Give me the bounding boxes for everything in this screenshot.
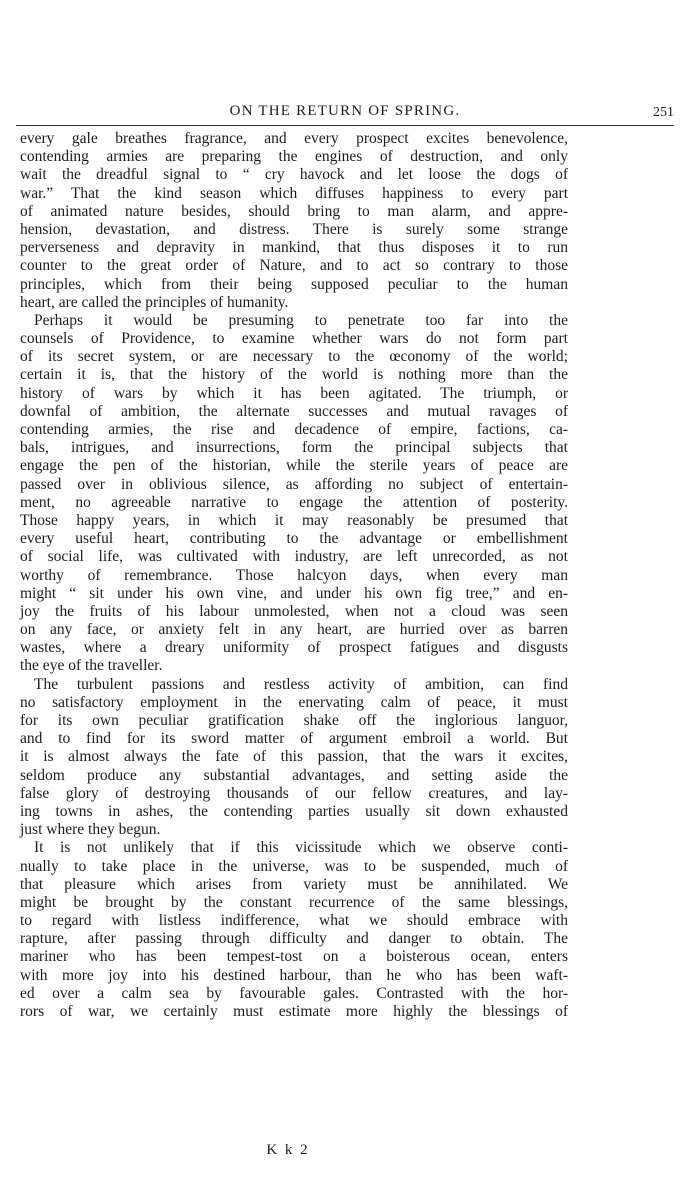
text-line: every useful heart, contributing to the advantage or embellishment [20,530,568,548]
header-rule [16,125,674,126]
text-line: of its secret system, or are necessary to the œconomy of the world; [20,348,568,366]
text-line: heart, are called the principles of humanity. [20,293,289,311]
text-line: wait the dreadful signal to “ cry havock and let loose the dogs of [20,166,568,184]
running-title: ON THE RETURN OF SPRING. [229,103,461,119]
text-line: it is almost always the fate of this passion, that the wars it excites, [20,748,568,766]
text-line: war.” That the kind season which diffuses happiness to every part [20,184,568,202]
text-line: of animated nature besides, should bring to man alarm, and appre- [20,202,568,220]
text-line: might be brought by the constant recurrence of the same blessings, [20,893,568,911]
text-line: downfal of ambition, the alternate successes and mutual ravages of [20,402,568,420]
text-line: ment, no agreeable narrative to engage the attention of posterity. [20,493,568,511]
text-line: to regard with listless indifference, what we should embrace with [20,912,568,930]
text-line: certain it is, that the history of the world is nothing more than the [20,366,568,384]
text-line: mariner who has been tempest-tost on a boisterous ocean, enters [20,948,568,966]
running-head [16,103,674,125]
text-line: seldom produce any substantial advantages, and setting aside the [20,766,568,784]
text-line: just where they begun. [20,821,161,839]
text-line: on any face, or anxiety felt in any heart, are hurried over as barren [20,621,568,639]
text-line: the eye of the traveller. [20,657,163,675]
text-line: engage the pen of the historian, while the sterile years of peace are [20,457,568,475]
text-line: Those happy years, in which it may reasonably be presumed that [20,511,568,529]
text-line: rors of war, we certainly must estimate more highly the blessings of [20,1003,568,1020]
body-text [20,130,568,1021]
text-line: counsels of Providence, to examine whether wars do not form part [20,330,568,348]
text-line: false glory of destroying thousands of our fellow creatures, and lay- [20,784,568,802]
text-line: ed over a calm sea by favourable gales. Contrasted with the hor- [20,984,568,1002]
text-line: worthy of remembrance. Those halcyon days, when every man [20,566,568,584]
text-line: every gale breathes fragrance, and every prospect excites benevolence, [20,130,568,147]
text-line: The turbulent passions and restless activity of ambition, can find [34,675,568,693]
text-line: ing towns in ashes, the contending parties usually sit down exhausted [20,802,568,820]
text-line: nually to take place in the universe, was to be suspended, much of [20,857,568,875]
text-line: might “ sit under his own vine, and under his own fig tree,” and en- [20,584,568,602]
text-line: wastes, where a dreary uniformity of prospect fatigues and disgusts [20,639,568,657]
text-line: with more joy into his destined harbour, than he who has been waft- [20,966,568,984]
text-line: rapture, after passing through difficulty and danger to obtain. The [20,930,568,948]
text-line: contending armies are preparing the engines of destruction, and only [20,148,568,166]
text-line: contending armies, the rise and decadence of empire, factions, ca- [20,421,568,438]
text-line: bals, intrigues, and insurrections, form the principal subjects that [20,439,568,457]
text-line: of social life, was cultivated with industry, are left unrecorded, as not [20,548,568,566]
text-line: passed over in oblivious silence, as affording no subject of entertain- [20,475,568,493]
text-line: principles, which from their being supposed peculiar to the human [20,275,568,293]
text-line: perverseness and depravity in mankind, that thus disposes it to run [20,239,568,257]
text-line: joy the fruits of his labour unmolested, when not a cloud was seen [20,602,568,620]
text-line: for its own peculiar gratification shake off the inglorious languor, [20,712,568,729]
text-line: that pleasure which arises from variety must be annihilated. We [20,875,568,893]
page-number: 251 [653,105,674,120]
text-line: hension, devastation, and distress. There is surely some strange [20,220,568,238]
text-line: no satisfactory employment in the enervating calm of peace, it must [20,693,568,711]
text-line: counter to the great order of Nature, and to act so contrary to those [20,257,568,275]
text-line: It is not unlikely that if this vicissitude which we observe conti- [34,839,568,857]
text-line: Perhaps it would be presuming to penetrate too far into the [34,311,568,329]
text-line: history of wars by which it has been agitated. The triumph, or [20,384,568,402]
signature-mark: K k 2 [266,1142,310,1158]
text-line: and to find for its sword matter of argument embroil a world. But [20,730,568,748]
